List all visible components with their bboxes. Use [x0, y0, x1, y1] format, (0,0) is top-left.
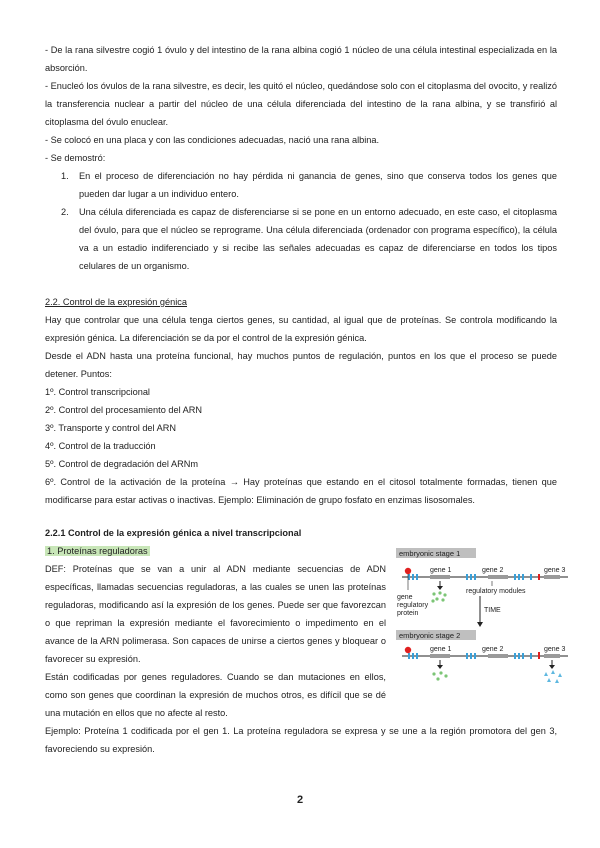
time-arrow-head-icon [477, 622, 483, 627]
gene-3-block [544, 575, 560, 579]
regulatory-protein-icon [405, 568, 411, 574]
page-number: 2 [296, 794, 304, 806]
gene-regulation-figure [396, 548, 572, 684]
section-heading-2-2: 2.2. Control de la expresión génica [45, 297, 187, 307]
arrow-head-icon [437, 586, 443, 590]
control-point-4: 4º. Control de la traducción [45, 441, 156, 451]
protein-triangles-stage-2 [544, 670, 562, 683]
intro-paragraph-4: - Se demostró: [45, 153, 106, 163]
protein-dots-stage-1 [431, 591, 446, 602]
time-label: TIME [484, 607, 501, 614]
protein-dots-stage-2 [432, 671, 447, 680]
gene-3-label: gene 3 [544, 567, 566, 574]
section-2-2-paragraph-1: Hay que controlar que una célula tenga ciertos genes, su cantidad, al igual que de proteínas. Se controla modificando la expresión génica. La diferenciación se da por el control de la expresión génica. [45, 315, 557, 343]
control-point-2: 2º. Control del procesamiento del ARN [45, 405, 203, 415]
promoter-marker [538, 574, 540, 580]
arrow-head-icon [549, 665, 555, 669]
control-point-1: 1º. Control transcripcional [45, 387, 150, 397]
subheading-proteinas-reguladoras: 1. Proteínas reguladoras [47, 546, 148, 556]
gene-3-block-stage-2 [544, 654, 560, 658]
section-2-2-paragraph-2: Desde el ADN hasta una proteína funcional, hay muchos puntos de regulación, puntos en los que el proceso se puede detener. Puntos: [45, 351, 557, 379]
regulatory-genes-paragraph: Están codificadas por genes reguladores. Cuando se dan mutaciones en ellos, como son genes que coordinan la expresión de muchos otros, es difícil que se dé una mutación en ellos que no afecte al resto. [45, 672, 386, 718]
control-point-5: 5º. Control de degradación del ARNm [45, 459, 198, 469]
list-number: 2. [61, 207, 69, 217]
list-item-2: Una célula diferenciada es capaz de disferenciarse si se pone en un entorno adecuado, en este caso, el citoplasma del óvulo, para que el núcleo se reprograme. Una célula diferenciada (ordenador con programa específico), la célula va a un estadio indiferenciado y si recibe las señales adecuadas es capaz de diferenciarse en todos los tipos celulares de un organismo. [79, 207, 557, 271]
promoter-marker-stage-2 [538, 652, 540, 659]
control-point-6: 6º. Control de la activación de la proteína → Hay proteínas que estando en el citosol totalmente formadas, tienen que modificarse para estar activas o inactivas. Ejemplo: Eliminación de grupo fosfato en enzimas lisosomales. [45, 477, 557, 505]
gene-2-block [488, 575, 508, 579]
stage-1-label: embryonic stage 1 [399, 549, 461, 558]
gene-2-block-stage-2 [488, 654, 508, 658]
gene-regulatory-label-2: regulatory [397, 602, 429, 609]
gene-1-block [430, 575, 450, 579]
control-point-3: 3º. Transporte y control del ARN [45, 423, 177, 433]
gene-1-label-stage-2: gene 1 [430, 646, 452, 653]
intro-paragraph-2: - Enucleó los óvulos de la rana silvestre, es decir, les quitó el núcleo, quedándose solo con el citoplasma del ovocito, y realizó la transferencia nuclear a partir del núcleo de una célula diferenciada del intestino de la rana albina, y se transfirió al citoplasma del óvulo enuclear. [45, 81, 557, 127]
list-number: 1. [61, 171, 69, 181]
regulatory-modules-label: regulatory modules [466, 588, 526, 595]
regulatory-protein-icon-stage-2 [405, 647, 411, 653]
gene-regulatory-label-3: protein [397, 610, 419, 617]
intro-paragraph-3: - Se colocó en una placa y con las condiciones adecuadas, nació una rana albina. [45, 135, 380, 145]
gene-regulatory-label-1: gene [397, 594, 413, 601]
arrow-head-icon [437, 665, 443, 669]
gene-1-block-stage-2 [430, 654, 450, 658]
list-item-1: En el proceso de diferenciación no hay pérdida ni ganancia de genes, sino que conserva todos los genes que pueden dar lugar a un individuo entero. [79, 171, 557, 199]
gene-2-label-stage-2: gene 2 [482, 646, 504, 653]
section-heading-2-2-1: 2.2.1 Control de la expresión génica a nivel transcripcional [45, 528, 302, 538]
stage-2-label: embryonic stage 2 [399, 631, 461, 640]
gene-1-label: gene 1 [430, 567, 452, 574]
gene-3-label-stage-2: gene 3 [544, 646, 566, 653]
intro-paragraph-1: - De la rana silvestre cogió 1 óvulo y del intestino de la rana albina cogió 1 núcleo de una célula intestinal especializada en la absorción. [45, 45, 557, 73]
example-paragraph: Ejemplo: Proteína 1 codificada por el gen 1. La proteína reguladora se expresa y se une a la región promotora del gen 3, favoreciendo su expresión. [45, 726, 557, 754]
gene-2-label: gene 2 [482, 567, 504, 574]
definition-paragraph: DEF: Proteínas que se van a unir al ADN mediante secuencias de ADN específicas, llamadas secuencias reguladoras, a las cuales se unen las proteínas reguladoras, modificando así la expresión de los genes. Puede ser que favorezcan o que repriman la expresión mediante el favorecimiento o impedimento en el avance de la ARN polimerasa. Son capaces de unirse a ciertos genes y bloquear o favorecer su expresión. [45, 564, 386, 664]
